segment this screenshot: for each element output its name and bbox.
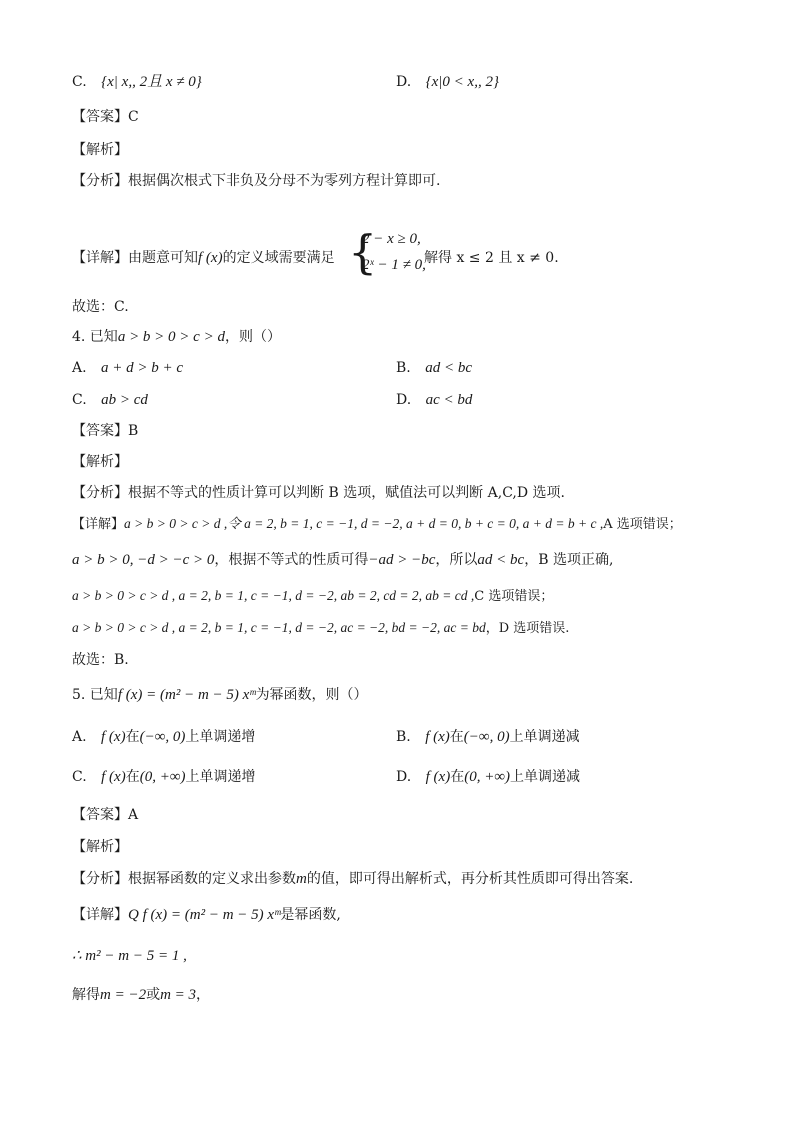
- q5-line-a: ∴ m² − m − 5 = 1 ,: [72, 948, 187, 964]
- q5-option-b: B. f (x)在(−∞, 0)上单调递减: [396, 729, 580, 745]
- q3-answer: 【答案】C: [72, 109, 139, 125]
- q5-fenxi: 【分析】根据幂函数的定义求出参数m的值，即可得出解析式，再分析其性质即可得出答案.: [72, 871, 634, 887]
- q5-answer: 【答案】A: [72, 807, 139, 823]
- q3-jiexi: 【解析】: [72, 142, 128, 158]
- q4-xiangjie-line1: 【详解】a > b > 0 > c > d ,令 a = 2, b = 1, c = −1, d = −2, a + d = 0, b + c = 0, a + d = b + c ,A 选项错误；: [72, 516, 682, 532]
- q4-jiexi: 【解析】: [72, 454, 128, 470]
- q3-solution: 解得 x ≤ 2 且 x ≠ 0.: [424, 250, 559, 266]
- q4-xiangjie-line2: a > b > 0, −d > −c > 0，根据不等式的性质可得−ad > −bc，所以ad < bc，B 选项正确,: [72, 552, 614, 568]
- q4-answer: 【答案】B: [72, 423, 139, 439]
- q3-option-c: C. {x| x,, 2且 x ≠ 0}: [72, 74, 202, 90]
- q5-stem: 5. 已知f (x) = (m² − m − 5) xᵐ为幂函数，则（）: [72, 687, 368, 703]
- q3-equation-system: { 2 − x ≥ 0, 2ˣ − 1 ≠ 0,: [348, 225, 426, 279]
- q5-option-c: C. f (x)在(0, +∞)上单调递增: [72, 769, 256, 785]
- q4-option-a: A. a + d > b + c: [72, 360, 184, 376]
- q5-option-a: A. f (x)在(−∞, 0)上单调递增: [72, 729, 256, 745]
- q3-guxuan: 故选：C.: [72, 299, 129, 315]
- q4-option-b: B. ad < bc: [396, 360, 472, 376]
- left-brace-icon: {: [348, 225, 378, 279]
- q4-xiangjie-line3: a > b > 0 > c > d , a = 2, b = 1, c = −1, d = −2, ab = 2, cd = 2, ab = cd ,C 选项错误；: [72, 588, 554, 604]
- q3-option-d: D. {x|0 < x,, 2}: [396, 74, 499, 90]
- q5-option-d: D. f (x)在(0, +∞)上单调递减: [396, 769, 581, 785]
- q4-guxuan: 故选：B.: [72, 652, 129, 668]
- q4-xiangjie-line4: a > b > 0 > c > d , a = 2, b = 1, c = −1, d = −2, ac = −2, bd = −2, ac = bd，D 选项错误.: [72, 620, 570, 636]
- q3-fenxi: 【分析】根据偶次根式下非负及分母不为零列方程计算即可.: [72, 173, 441, 189]
- q4-stem: 4. 已知a > b > 0 > c > d，则（）: [72, 329, 281, 345]
- q5-xiangjie: 【详解】Q f (x) = (m² − m − 5) xᵐ是幂函数,: [72, 907, 341, 923]
- q5-jiexi: 【解析】: [72, 839, 128, 855]
- q3-xiangjie: 【详解】由题意可知f (x)的定义域需要满足: [72, 250, 335, 266]
- q5-line-b: 解得m = −2或m = 3，: [72, 987, 211, 1003]
- q4-option-c: C. ab > cd: [72, 392, 148, 408]
- q4-fenxi: 【分析】根据不等式的性质计算可以判断 B 选项，赋值法可以判断 A,C,D 选项.: [72, 485, 565, 501]
- q4-option-d: D. ac < bd: [396, 392, 473, 408]
